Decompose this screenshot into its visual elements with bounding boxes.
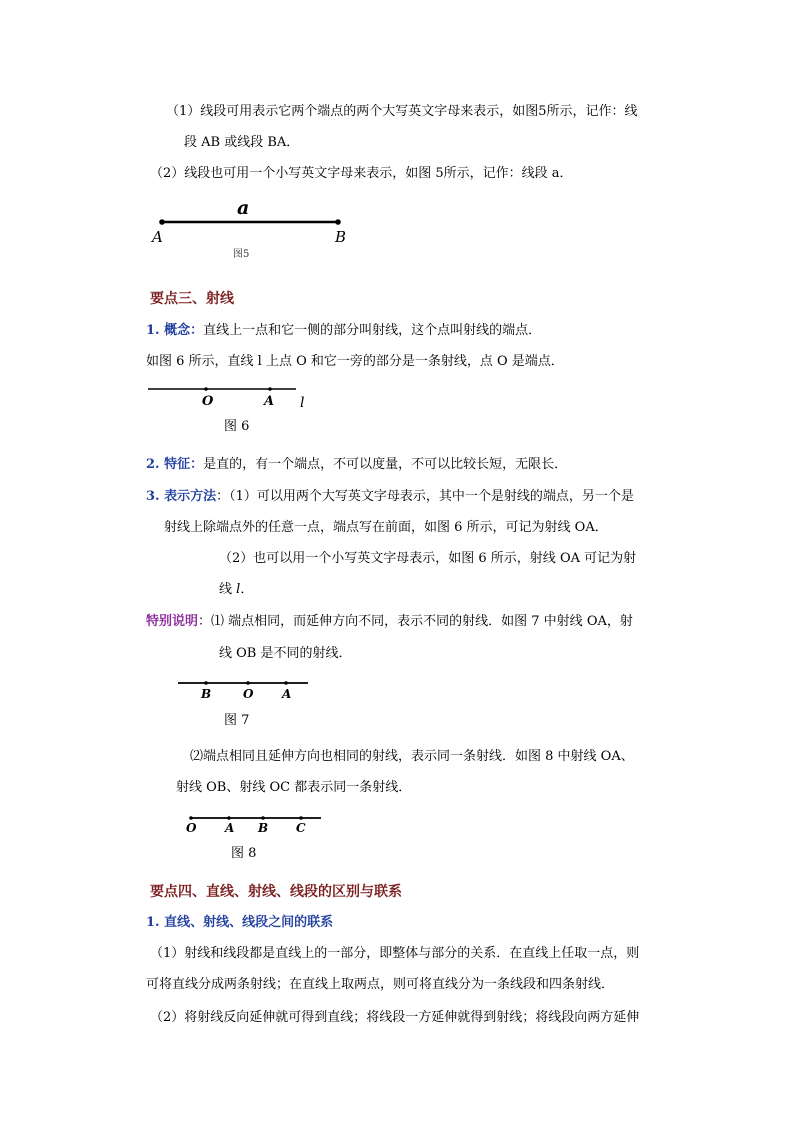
feature-text: 是直的，有一个端点，不可以度量，不可以比较长短，无限长． — [203, 457, 568, 472]
special-text1a: ：⑴ 端点相同，而延伸方向不同，表示不同的射线．如图 7 中射线 OA，射 — [198, 614, 633, 629]
concept-example: 如图 6 所示，直线 l 上点 O 和它一旁的部分是一条射线，点 O 是端点． — [146, 354, 564, 369]
para2: （2）线段也可用一个小写英文字母来表示，如图 5所示，记作：线段 a． — [150, 166, 573, 181]
fig8-caption: 图 8 — [231, 846, 257, 861]
notation-label: 3. 表示方法 — [146, 489, 217, 504]
special-label: 特别说明 — [146, 614, 199, 629]
special2-line1: ⑵端点相同且延伸方向也相同的射线，表示同一条射线．如图 8 中射线 OA、 — [190, 749, 634, 764]
point-c-dot — [299, 816, 303, 820]
label-A: A — [282, 687, 292, 701]
fig6-caption: 图 6 — [224, 419, 250, 434]
feature-colon: ： — [190, 457, 204, 472]
feature-label: 2. 特征 — [146, 457, 191, 472]
section4-title: 要点四、直线、射线、线段的区别与联系 — [150, 884, 402, 900]
section4-p1a: （1）射线和线段都是直线上的一部分，即整体与部分的关系．在直线上任取一点，则 — [150, 946, 640, 961]
concept-colon: ： — [190, 323, 204, 338]
label-C: C — [296, 821, 306, 835]
concept-line — [146, 323, 541, 339]
para1-line2: 段 AB 或线段 BA． — [184, 135, 300, 150]
feature-line — [146, 457, 567, 473]
section4-p1b: 可将直线分成两条射线；在直线上取两点，则可将直线分为一条线段和四条射线． — [146, 977, 615, 992]
fig5-caption: 图5 — [233, 249, 250, 260]
concept-label: 1. 概念 — [146, 323, 191, 338]
section4-p2a: （2）将射线反向延伸就可得到直线；将线段一方延伸就得到射线；将线段向两方延伸 — [150, 1010, 640, 1025]
figure-5 — [140, 192, 370, 264]
figure-8 — [183, 810, 333, 865]
notation-line4-prefix: 线 — [219, 582, 237, 597]
section4-sub1: 1. 直线、射线、线段之间的联系 — [146, 915, 334, 930]
point-a-dot — [268, 387, 272, 391]
notation-text1a: ：（1）可以用两个大写英文字母表示，其中一个是射线的端点，另一个是 — [216, 489, 634, 504]
notation-line4-l: l — [236, 582, 241, 597]
point-b-dot — [204, 681, 208, 685]
special2-line2: 射线 OB、射线 OC 都表示同一条射线． — [176, 780, 412, 795]
notation-line1 — [146, 489, 634, 505]
label-O: O — [202, 394, 214, 409]
point-b-dot — [261, 816, 265, 820]
label-B: B — [201, 687, 212, 701]
point-o-dot — [246, 681, 250, 685]
special-line1 — [146, 614, 633, 630]
label-B: B — [335, 228, 347, 246]
notation-line4 — [219, 582, 253, 598]
label-l: l — [300, 395, 305, 411]
figure-6 — [146, 380, 326, 438]
point-o-dot — [204, 387, 208, 391]
concept-text: 直线上一点和它一侧的部分叫射线，这个点叫射线的端点． — [203, 323, 542, 338]
point-a-dot — [227, 816, 231, 820]
label-O: O — [186, 821, 197, 835]
figure-7 — [176, 676, 326, 731]
label-A: A — [264, 394, 275, 409]
label-B: B — [258, 821, 269, 835]
point-o-dot — [189, 816, 193, 820]
section3-title: 要点三、射线 — [150, 291, 234, 307]
para1-line1: （1）线段可用表示它两个端点的两个大写英文字母来表示，如图5所示，记作：线 — [166, 104, 638, 119]
label-A: A — [225, 821, 235, 835]
point-b-dot — [335, 219, 341, 225]
notation-line4-suffix: ． — [240, 582, 254, 597]
label-O: O — [243, 687, 254, 701]
label-a-lower: a — [237, 197, 250, 219]
special-line2: 线 OB 是不同的射线． — [219, 646, 352, 661]
fig7-caption: 图 7 — [224, 713, 250, 728]
point-a-dot — [284, 681, 288, 685]
label-A: A — [152, 228, 163, 246]
notation-line2: 射线上除端点外的任意一点，端点写在前面，如图 6 所示，可记为射线 OA． — [164, 520, 608, 535]
point-a-dot — [159, 219, 165, 225]
notation-line3: （2）也可以用一个小写英文字母表示，如图 6 所示，射线 OA 可记为射 — [219, 551, 637, 566]
